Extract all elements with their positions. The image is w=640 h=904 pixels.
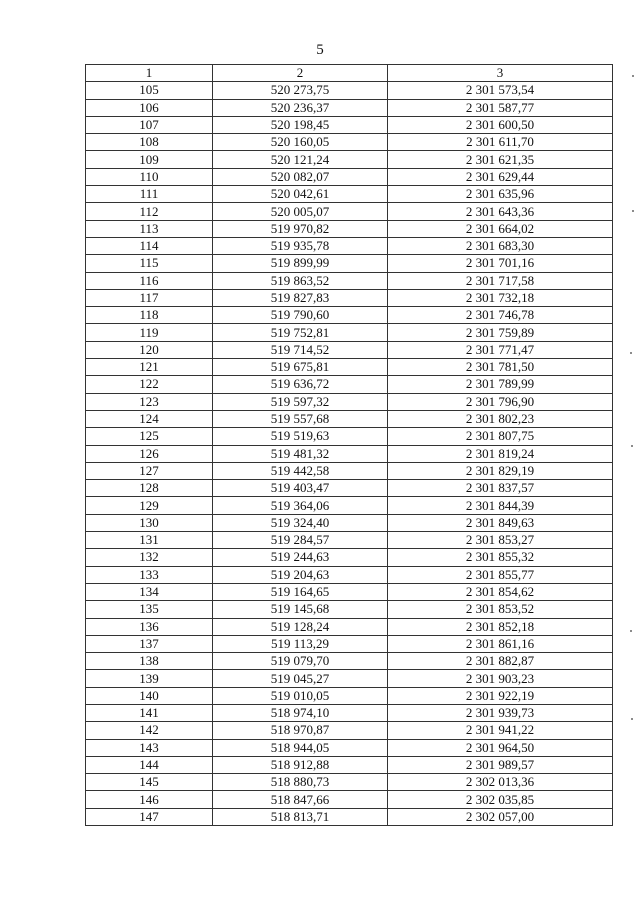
x-coordinate-cell: 520 042,61 bbox=[213, 186, 388, 203]
point-number-cell: 117 bbox=[86, 289, 213, 306]
y-coordinate-cell: 2 301 837,57 bbox=[388, 480, 613, 497]
point-number-cell: 127 bbox=[86, 462, 213, 479]
x-coordinate-cell: 519 863,52 bbox=[213, 272, 388, 289]
table-row bbox=[86, 307, 613, 324]
point-number-cell: 109 bbox=[86, 151, 213, 168]
table-row bbox=[86, 791, 613, 808]
y-coordinate-cell: 2 301 683,30 bbox=[388, 237, 613, 254]
table-row bbox=[86, 532, 613, 549]
x-coordinate-cell: 519 752,81 bbox=[213, 324, 388, 341]
x-coordinate-cell: 519 714,52 bbox=[213, 341, 388, 358]
table-body bbox=[86, 82, 613, 826]
point-number-cell: 108 bbox=[86, 134, 213, 151]
point-number-cell: 137 bbox=[86, 635, 213, 652]
y-coordinate-cell: 2 301 717,58 bbox=[388, 272, 613, 289]
table-row bbox=[86, 739, 613, 756]
table-row bbox=[86, 237, 613, 254]
y-coordinate-cell: 2 301 989,57 bbox=[388, 756, 613, 773]
table-row bbox=[86, 756, 613, 773]
table-row bbox=[86, 687, 613, 704]
point-number-cell: 120 bbox=[86, 341, 213, 358]
header-col-3: 3 bbox=[388, 65, 613, 82]
table-row bbox=[86, 168, 613, 185]
table-row bbox=[86, 203, 613, 220]
y-coordinate-cell: 2 301 852,18 bbox=[388, 618, 613, 635]
y-coordinate-cell: 2 301 629,44 bbox=[388, 168, 613, 185]
x-coordinate-cell: 520 082,07 bbox=[213, 168, 388, 185]
y-coordinate-cell: 2 301 771,47 bbox=[388, 341, 613, 358]
table-row bbox=[86, 289, 613, 306]
point-number-cell: 128 bbox=[86, 480, 213, 497]
y-coordinate-cell: 2 301 855,77 bbox=[388, 566, 613, 583]
x-coordinate-cell: 519 442,58 bbox=[213, 462, 388, 479]
table-row bbox=[86, 324, 613, 341]
x-coordinate-cell: 519 244,63 bbox=[213, 549, 388, 566]
point-number-cell: 131 bbox=[86, 532, 213, 549]
point-number-cell: 124 bbox=[86, 410, 213, 427]
scan-speck bbox=[631, 445, 633, 447]
y-coordinate-cell: 2 301 635,96 bbox=[388, 186, 613, 203]
x-coordinate-cell: 519 675,81 bbox=[213, 359, 388, 376]
y-coordinate-cell: 2 301 611,70 bbox=[388, 134, 613, 151]
y-coordinate-cell: 2 301 882,87 bbox=[388, 653, 613, 670]
point-number-cell: 141 bbox=[86, 704, 213, 721]
table-row bbox=[86, 393, 613, 410]
point-number-cell: 107 bbox=[86, 116, 213, 133]
y-coordinate-cell: 2 301 802,23 bbox=[388, 410, 613, 427]
y-coordinate-cell: 2 301 819,24 bbox=[388, 445, 613, 462]
y-coordinate-cell: 2 301 854,62 bbox=[388, 583, 613, 600]
point-number-cell: 125 bbox=[86, 428, 213, 445]
x-coordinate-cell: 519 519,63 bbox=[213, 428, 388, 445]
y-coordinate-cell: 2 301 573,54 bbox=[388, 82, 613, 99]
x-coordinate-cell: 519 045,27 bbox=[213, 670, 388, 687]
point-number-cell: 118 bbox=[86, 307, 213, 324]
point-number-cell: 123 bbox=[86, 393, 213, 410]
y-coordinate-cell: 2 301 746,78 bbox=[388, 307, 613, 324]
table-row bbox=[86, 774, 613, 791]
x-coordinate-cell: 519 010,05 bbox=[213, 687, 388, 704]
table-row bbox=[86, 116, 613, 133]
x-coordinate-cell: 519 970,82 bbox=[213, 220, 388, 237]
table-row bbox=[86, 618, 613, 635]
x-coordinate-cell: 518 974,10 bbox=[213, 704, 388, 721]
y-coordinate-cell: 2 301 853,52 bbox=[388, 601, 613, 618]
x-coordinate-cell: 519 557,68 bbox=[213, 410, 388, 427]
scan-speck bbox=[632, 210, 634, 212]
x-coordinate-cell: 520 236,37 bbox=[213, 99, 388, 116]
y-coordinate-cell: 2 301 853,27 bbox=[388, 532, 613, 549]
point-number-cell: 106 bbox=[86, 99, 213, 116]
point-number-cell: 140 bbox=[86, 687, 213, 704]
x-coordinate-cell: 519 636,72 bbox=[213, 376, 388, 393]
page-number: 5 bbox=[316, 42, 324, 58]
x-coordinate-cell: 520 121,24 bbox=[213, 151, 388, 168]
point-number-cell: 142 bbox=[86, 722, 213, 739]
point-number-cell: 105 bbox=[86, 82, 213, 99]
y-coordinate-cell: 2 301 643,36 bbox=[388, 203, 613, 220]
point-number-cell: 144 bbox=[86, 756, 213, 773]
table-row bbox=[86, 359, 613, 376]
point-number-cell: 116 bbox=[86, 272, 213, 289]
x-coordinate-cell: 519 827,83 bbox=[213, 289, 388, 306]
y-coordinate-cell: 2 301 855,32 bbox=[388, 549, 613, 566]
table-row bbox=[86, 410, 613, 427]
table-row bbox=[86, 601, 613, 618]
table-row bbox=[86, 445, 613, 462]
point-number-cell: 122 bbox=[86, 376, 213, 393]
y-coordinate-cell: 2 302 013,36 bbox=[388, 774, 613, 791]
x-coordinate-cell: 519 204,63 bbox=[213, 566, 388, 583]
point-number-cell: 132 bbox=[86, 549, 213, 566]
table-row bbox=[86, 808, 613, 825]
x-coordinate-cell: 519 790,60 bbox=[213, 307, 388, 324]
x-coordinate-cell: 519 113,29 bbox=[213, 635, 388, 652]
y-coordinate-cell: 2 301 861,16 bbox=[388, 635, 613, 652]
y-coordinate-cell: 2 301 964,50 bbox=[388, 739, 613, 756]
x-coordinate-cell: 518 813,71 bbox=[213, 808, 388, 825]
y-coordinate-cell: 2 301 621,35 bbox=[388, 151, 613, 168]
x-coordinate-cell: 519 935,78 bbox=[213, 237, 388, 254]
x-coordinate-cell: 520 273,75 bbox=[213, 82, 388, 99]
y-coordinate-cell: 2 302 057,00 bbox=[388, 808, 613, 825]
table-row bbox=[86, 82, 613, 99]
x-coordinate-cell: 519 899,99 bbox=[213, 255, 388, 272]
table-header-row bbox=[86, 65, 613, 82]
scan-speck bbox=[630, 352, 632, 354]
coordinates-table bbox=[85, 64, 613, 826]
x-coordinate-cell: 519 164,65 bbox=[213, 583, 388, 600]
table-row bbox=[86, 341, 613, 358]
point-number-cell: 136 bbox=[86, 618, 213, 635]
table-row bbox=[86, 99, 613, 116]
y-coordinate-cell: 2 301 701,16 bbox=[388, 255, 613, 272]
x-coordinate-cell: 518 880,73 bbox=[213, 774, 388, 791]
table-row bbox=[86, 653, 613, 670]
x-coordinate-cell: 519 128,24 bbox=[213, 618, 388, 635]
table-row bbox=[86, 670, 613, 687]
x-coordinate-cell: 519 481,32 bbox=[213, 445, 388, 462]
x-coordinate-cell: 518 944,05 bbox=[213, 739, 388, 756]
point-number-cell: 135 bbox=[86, 601, 213, 618]
point-number-cell: 126 bbox=[86, 445, 213, 462]
x-coordinate-cell: 520 005,07 bbox=[213, 203, 388, 220]
table-row bbox=[86, 462, 613, 479]
y-coordinate-cell: 2 301 732,18 bbox=[388, 289, 613, 306]
point-number-cell: 134 bbox=[86, 583, 213, 600]
y-coordinate-cell: 2 301 849,63 bbox=[388, 514, 613, 531]
y-coordinate-cell: 2 301 796,90 bbox=[388, 393, 613, 410]
table-row bbox=[86, 272, 613, 289]
x-coordinate-cell: 519 597,32 bbox=[213, 393, 388, 410]
y-coordinate-cell: 2 301 807,75 bbox=[388, 428, 613, 445]
x-coordinate-cell: 518 912,88 bbox=[213, 756, 388, 773]
point-number-cell: 130 bbox=[86, 514, 213, 531]
x-coordinate-cell: 519 403,47 bbox=[213, 480, 388, 497]
point-number-cell: 139 bbox=[86, 670, 213, 687]
point-number-cell: 110 bbox=[86, 168, 213, 185]
table-row bbox=[86, 722, 613, 739]
point-number-cell: 121 bbox=[86, 359, 213, 376]
x-coordinate-cell: 519 145,68 bbox=[213, 601, 388, 618]
table-row bbox=[86, 497, 613, 514]
table-row bbox=[86, 151, 613, 168]
table-row bbox=[86, 514, 613, 531]
point-number-cell: 129 bbox=[86, 497, 213, 514]
y-coordinate-cell: 2 302 035,85 bbox=[388, 791, 613, 808]
point-number-cell: 138 bbox=[86, 653, 213, 670]
table-row bbox=[86, 428, 613, 445]
point-number-cell: 115 bbox=[86, 255, 213, 272]
point-number-cell: 133 bbox=[86, 566, 213, 583]
table-row bbox=[86, 566, 613, 583]
x-coordinate-cell: 518 970,87 bbox=[213, 722, 388, 739]
y-coordinate-cell: 2 301 922,19 bbox=[388, 687, 613, 704]
table-row bbox=[86, 583, 613, 600]
table-row bbox=[86, 255, 613, 272]
scan-speck bbox=[632, 75, 634, 77]
x-coordinate-cell: 520 198,45 bbox=[213, 116, 388, 133]
point-number-cell: 146 bbox=[86, 791, 213, 808]
header-col-2: 2 bbox=[213, 65, 388, 82]
y-coordinate-cell: 2 301 941,22 bbox=[388, 722, 613, 739]
x-coordinate-cell: 519 079,70 bbox=[213, 653, 388, 670]
point-number-cell: 114 bbox=[86, 237, 213, 254]
y-coordinate-cell: 2 301 939,73 bbox=[388, 704, 613, 721]
x-coordinate-cell: 520 160,05 bbox=[213, 134, 388, 151]
y-coordinate-cell: 2 301 664,02 bbox=[388, 220, 613, 237]
x-coordinate-cell: 519 324,40 bbox=[213, 514, 388, 531]
table-row bbox=[86, 635, 613, 652]
y-coordinate-cell: 2 301 789,99 bbox=[388, 376, 613, 393]
table-row bbox=[86, 549, 613, 566]
table-row bbox=[86, 220, 613, 237]
table-row bbox=[86, 134, 613, 151]
x-coordinate-cell: 519 364,06 bbox=[213, 497, 388, 514]
point-number-cell: 145 bbox=[86, 774, 213, 791]
table-row bbox=[86, 186, 613, 203]
scan-speck bbox=[630, 630, 632, 632]
y-coordinate-cell: 2 301 781,50 bbox=[388, 359, 613, 376]
y-coordinate-cell: 2 301 600,50 bbox=[388, 116, 613, 133]
table-row bbox=[86, 376, 613, 393]
table-row bbox=[86, 480, 613, 497]
y-coordinate-cell: 2 301 587,77 bbox=[388, 99, 613, 116]
point-number-cell: 147 bbox=[86, 808, 213, 825]
y-coordinate-cell: 2 301 829,19 bbox=[388, 462, 613, 479]
point-number-cell: 143 bbox=[86, 739, 213, 756]
x-coordinate-cell: 518 847,66 bbox=[213, 791, 388, 808]
x-coordinate-cell: 519 284,57 bbox=[213, 532, 388, 549]
point-number-cell: 111 bbox=[86, 186, 213, 203]
point-number-cell: 119 bbox=[86, 324, 213, 341]
scan-speck bbox=[631, 718, 633, 720]
table-row bbox=[86, 704, 613, 721]
y-coordinate-cell: 2 301 759,89 bbox=[388, 324, 613, 341]
y-coordinate-cell: 2 301 903,23 bbox=[388, 670, 613, 687]
header-col-1: 1 bbox=[86, 65, 213, 82]
point-number-cell: 113 bbox=[86, 220, 213, 237]
y-coordinate-cell: 2 301 844,39 bbox=[388, 497, 613, 514]
point-number-cell: 112 bbox=[86, 203, 213, 220]
